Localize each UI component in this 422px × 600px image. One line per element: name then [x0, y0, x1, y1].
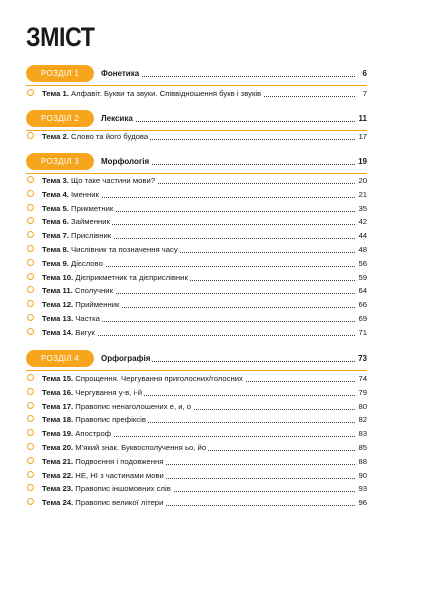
section-row[interactable] [26, 350, 367, 367]
topic-number: Тема 24. [42, 498, 74, 508]
topic-number: Тема 12. [42, 300, 74, 310]
topic-text: М'який знак. Буквосполучення ьо, йо [73, 443, 207, 452]
circle-bullet-icon [27, 273, 34, 280]
topic-page-number: 56 [358, 258, 367, 268]
topic-title [42, 313, 102, 324]
topic-title [42, 414, 148, 425]
topic-row[interactable] [27, 244, 367, 255]
circle-bullet-icon [27, 498, 34, 505]
topic-text: Правопис великої літери [73, 498, 164, 508]
section-label-pill: РОЗДІЛ 4 [26, 350, 94, 367]
topic-number: Тема 11. [42, 286, 73, 296]
topic-number: Тема 18. [42, 415, 74, 425]
section-row[interactable] [26, 65, 367, 82]
topic-text: Що таке частини мови? [68, 176, 156, 185]
topic-row[interactable] [27, 175, 367, 186]
topic-row[interactable] [27, 456, 367, 467]
circle-bullet-icon [27, 204, 34, 211]
topic-number: Тема 22. [42, 470, 74, 480]
circle-bullet-icon [27, 176, 34, 183]
topic-number: Тема 19. [42, 429, 74, 439]
topic-page-number: 80 [358, 401, 367, 411]
circle-bullet-icon [27, 429, 34, 436]
topic-number: Тема 4. [42, 189, 69, 199]
section-divider [26, 85, 367, 86]
circle-bullet-icon [27, 245, 34, 252]
topic-text: Правопис іншомовних слів [73, 484, 171, 494]
topic-title [42, 285, 115, 296]
circle-bullet-icon [27, 388, 34, 395]
topic-row[interactable] [27, 258, 367, 269]
circle-bullet-icon [27, 190, 34, 197]
topic-title [42, 299, 121, 310]
topic-text: Дієслово [68, 258, 103, 268]
topic-text: Апостроф [73, 429, 112, 439]
circle-bullet-icon [27, 132, 34, 139]
topic-row[interactable] [27, 497, 367, 508]
circle-bullet-icon [27, 443, 34, 450]
topic-row[interactable] [27, 401, 367, 412]
section-title: Лексика [101, 114, 133, 123]
topic-title [42, 497, 165, 508]
topic-page-number: 59 [358, 272, 367, 282]
topic-row[interactable] [27, 414, 367, 425]
topic-number: Тема 23. [42, 484, 74, 494]
topic-number: Тема 20. [42, 443, 74, 452]
topic-page-number: 64 [358, 286, 367, 296]
topic-title [42, 88, 263, 99]
topic-row[interactable] [27, 216, 367, 227]
topic-title [42, 189, 101, 200]
topic-text: Займенник [68, 217, 110, 227]
circle-bullet-icon [27, 402, 34, 409]
topic-title [42, 327, 97, 338]
circle-bullet-icon [27, 300, 34, 307]
section-label-pill: РОЗДІЛ 3 [26, 153, 94, 170]
dot-leader [101, 121, 355, 122]
topic-row[interactable] [27, 299, 367, 310]
topic-row[interactable] [27, 131, 367, 142]
topic-text: Слово та його будова [68, 132, 149, 141]
topic-number: Тема 17. [42, 401, 74, 411]
topic-page-number: 44 [358, 231, 367, 241]
topic-title [42, 456, 165, 467]
topic-page-number: 35 [358, 203, 367, 213]
section-title: Морфологія [101, 157, 150, 166]
section-divider [26, 370, 367, 371]
topic-title [42, 131, 150, 142]
topic-text: Прийменник [73, 300, 120, 310]
topic-title [42, 216, 112, 227]
topic-title [42, 387, 144, 398]
topic-row[interactable] [27, 88, 367, 99]
topic-page-number: 7 [362, 89, 367, 98]
topic-page-number: 79 [358, 387, 367, 397]
topic-page-number: 20 [358, 176, 367, 185]
topic-text: Сполучник [72, 286, 113, 296]
topic-title [42, 373, 245, 384]
circle-bullet-icon [27, 415, 34, 422]
topic-page-number: 66 [358, 300, 367, 310]
topic-row[interactable] [27, 387, 367, 398]
topic-number: Тема 3. [42, 176, 69, 185]
topic-number: Тема 7. [42, 231, 69, 241]
topic-row[interactable] [27, 230, 367, 241]
topic-title [42, 258, 105, 269]
topic-row[interactable] [27, 483, 367, 494]
topic-text: Спрощення. Чергування приголосних/голосних [73, 374, 243, 383]
topic-number: Тема 8. [42, 245, 69, 254]
topic-title [42, 428, 113, 439]
topic-number: Тема 5. [42, 203, 69, 213]
topic-text: Прикметник [68, 203, 114, 213]
topic-text: Вигук [73, 327, 95, 337]
topic-text: Іменник [68, 189, 99, 199]
topic-page-number: 85 [358, 443, 367, 452]
topic-page-number: 83 [358, 429, 367, 439]
circle-bullet-icon [27, 259, 34, 266]
topic-text: Правопис ненаголошених е, и, о [73, 401, 192, 411]
section-label-pill: РОЗДІЛ 1 [26, 65, 94, 82]
topic-row[interactable] [27, 442, 367, 453]
section-title: Фонетика [101, 69, 140, 78]
topic-page-number: 71 [358, 327, 367, 337]
topic-page-number: 42 [358, 217, 367, 227]
circle-bullet-icon [27, 89, 34, 96]
circle-bullet-icon [27, 328, 34, 335]
topic-row[interactable] [27, 428, 367, 439]
topic-number: Тема 21. [42, 456, 74, 466]
topic-title [42, 175, 157, 186]
topic-page-number: 74 [358, 374, 367, 383]
page-title: ЗМІСТ [26, 22, 95, 52]
circle-bullet-icon [27, 314, 34, 321]
topic-page-number: 48 [358, 245, 367, 254]
topic-text: Частка [73, 314, 100, 323]
circle-bullet-icon [27, 484, 34, 491]
topic-number: Тема 15. [42, 374, 74, 383]
topic-title [42, 470, 166, 481]
circle-bullet-icon [27, 457, 34, 464]
topic-row[interactable] [27, 285, 367, 296]
topic-row[interactable] [27, 272, 367, 283]
topic-text: Дієприкметник та дієприслівник [73, 272, 188, 282]
topic-title [42, 401, 193, 412]
circle-bullet-icon [27, 471, 34, 478]
topic-number: Тема 14. [42, 327, 74, 337]
topic-page-number: 88 [358, 456, 367, 466]
topic-text: Прислівник [68, 231, 112, 241]
topic-number: Тема 6. [42, 217, 69, 227]
topic-title [42, 272, 190, 283]
section-page-number: 11 [358, 114, 367, 123]
topic-number: Тема 2. [42, 132, 69, 141]
topic-text: Алфавіт. Букви та звуки. Співвідношення букв і звуків [68, 89, 262, 98]
section-page-number: 6 [362, 69, 367, 78]
circle-bullet-icon [27, 286, 34, 293]
topic-number: Тема 16. [42, 387, 74, 397]
section-divider [26, 173, 367, 174]
topic-text: Чергування у-в, і-й [73, 387, 143, 397]
topic-row[interactable] [27, 189, 367, 200]
topic-row[interactable] [27, 470, 367, 481]
topic-page-number: 69 [358, 314, 367, 323]
section-label-pill: РОЗДІЛ 2 [26, 110, 94, 127]
section-title: Орфографія [101, 354, 151, 363]
topic-number: Тема 9. [42, 258, 69, 268]
topic-title [42, 203, 115, 214]
section-row[interactable] [26, 110, 367, 127]
topic-title [42, 230, 113, 241]
topic-number: Тема 10. [42, 272, 74, 282]
topic-row[interactable] [27, 313, 367, 324]
topic-title [42, 483, 173, 494]
topic-page-number: 96 [358, 498, 367, 508]
circle-bullet-icon [27, 231, 34, 238]
section-row[interactable] [26, 153, 367, 170]
topic-number: Тема 1. [42, 89, 69, 98]
topic-page-number: 17 [358, 132, 367, 141]
topic-page-number: 82 [358, 415, 367, 425]
topic-text: Подвоєння і подовження [73, 456, 164, 466]
topic-page-number: 21 [358, 189, 367, 199]
topic-title [42, 244, 180, 255]
topic-title [42, 442, 208, 453]
topic-row[interactable] [27, 373, 367, 384]
circle-bullet-icon [27, 374, 34, 381]
topic-page-number: 90 [358, 470, 367, 480]
topic-text: Правопис префіксів [73, 415, 146, 425]
topic-row[interactable] [27, 327, 367, 338]
topic-text: Числівник та позначення часу [68, 245, 178, 254]
topic-text: НЕ, НІ з частинами мови [73, 470, 164, 480]
topic-row[interactable] [27, 203, 367, 214]
topic-page-number: 93 [358, 484, 367, 494]
topic-number: Тема 13. [42, 314, 74, 323]
section-page-number: 73 [358, 354, 367, 363]
circle-bullet-icon [27, 217, 34, 224]
section-page-number: 19 [358, 157, 367, 166]
